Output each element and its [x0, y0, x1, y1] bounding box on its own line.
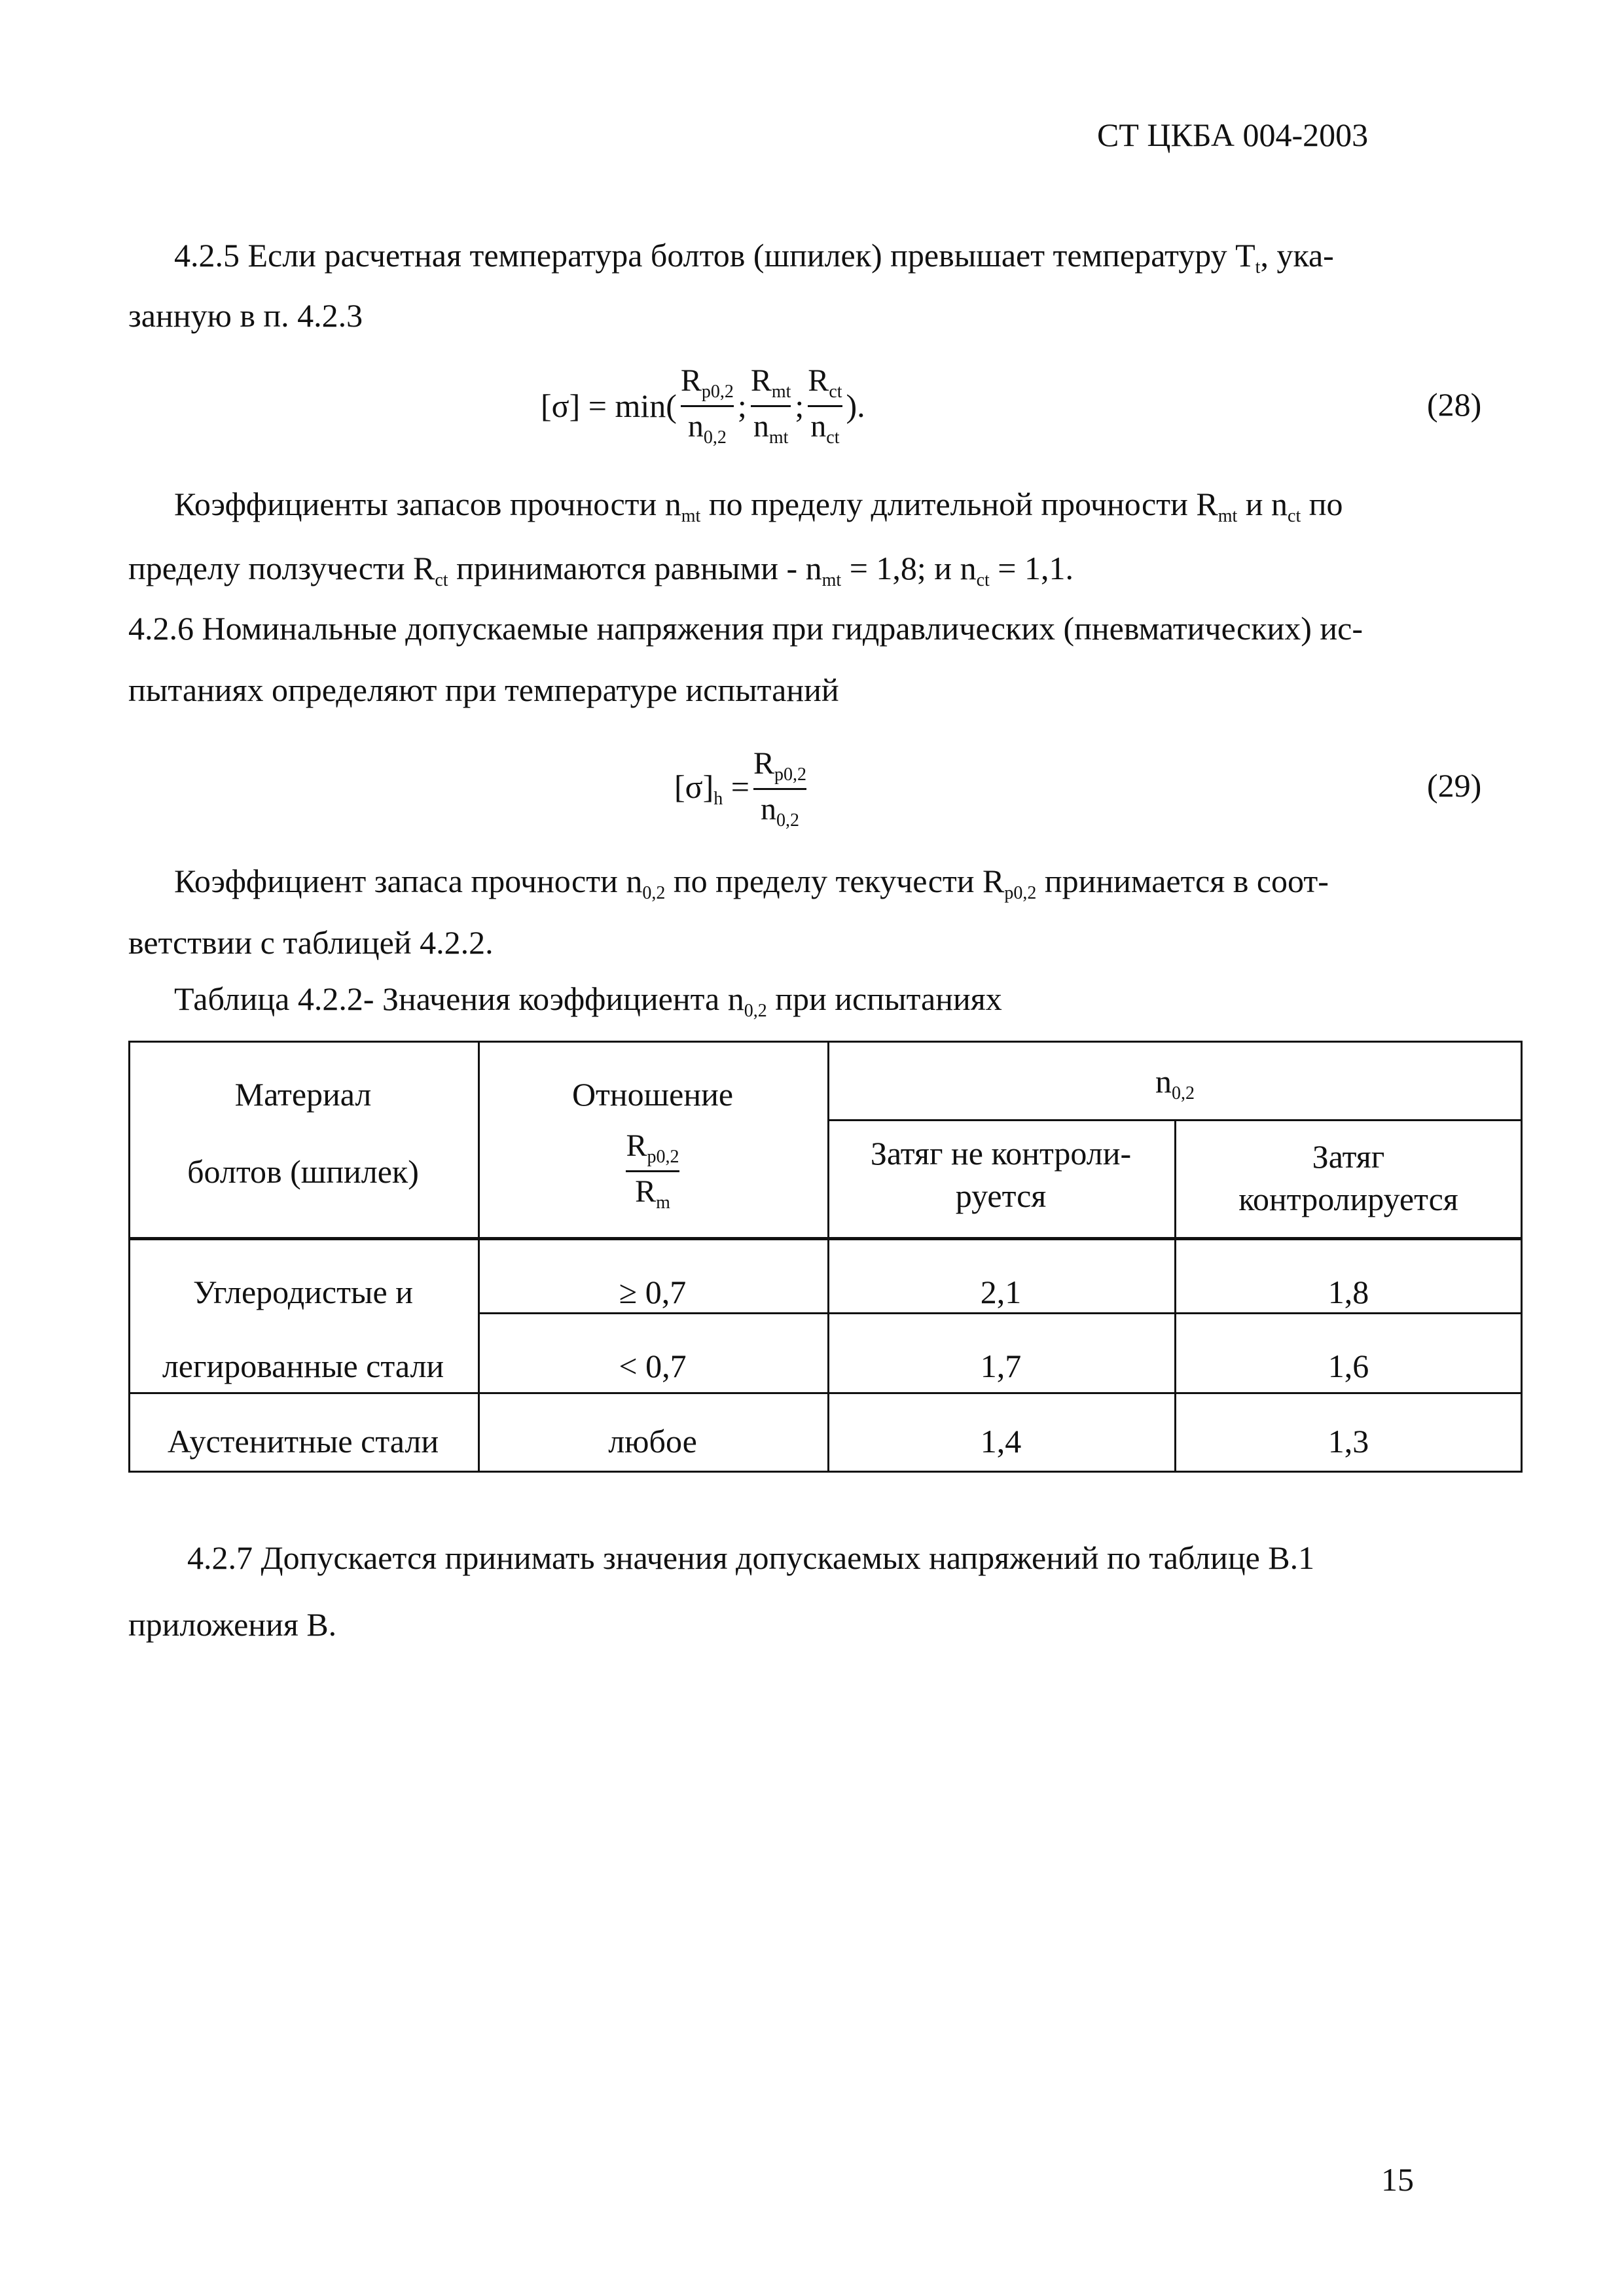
header-material-line2: болтов (шпилек): [187, 1153, 419, 1190]
table-cell-controlled: 1,8: [1327, 1274, 1369, 1310]
page-number: 15: [1381, 2161, 1414, 2198]
table-cell-material: легированные стали: [162, 1348, 444, 1384]
table-cell-ratio: любое: [608, 1423, 697, 1460]
formula-28: [541, 357, 865, 455]
table-cell-uncontrolled: 1,4: [980, 1423, 1022, 1460]
table-cell-controlled: 1,3: [1327, 1423, 1369, 1460]
formula-lhs: [σ] = min(: [541, 387, 677, 424]
formula-lhs: $[\sigma]_h$ =: [674, 768, 749, 809]
table-caption: Таблица 4.2.2- Значения коэффициента $n_{0,2}$ при испытаниях: [174, 980, 1002, 1021]
fraction-rct-nct: $\frac{R_{ct}}{n_{ct}}$: [808, 363, 842, 448]
header-ratio-title: Отношение: [571, 1076, 734, 1113]
header-material-line1: Материал: [234, 1076, 372, 1113]
paragraph-n02-line1: Коэффициент запаса прочности $n_{0,2}$ по пределу текучести $R_{p0,2}$ принимается в соот-: [174, 863, 1329, 903]
fraction-rp02-n02: $\frac{R_{p0,2}}{n_{0,2}}$: [680, 363, 734, 448]
header-uncontrolled: Затяг не контроли- руется: [870, 1135, 1132, 1214]
formula-number-28: (28): [1427, 386, 1482, 423]
document-id: СТ ЦКБА 004-2003: [1097, 117, 1369, 153]
paragraph-4-2-5-line1: [174, 236, 1334, 279]
table-cell-material: Аустенитные стали: [167, 1423, 439, 1460]
para-text: , ука-: [1260, 237, 1334, 274]
header-controlled: Затяг контролируется: [1238, 1138, 1458, 1217]
table-cell-material: Углеродистые и: [193, 1274, 413, 1310]
formula-29: [674, 736, 810, 841]
fraction-rmt-nmt: $\frac{R_{mt}}{n_{mt}}$: [750, 363, 791, 448]
paragraph-n02-line2: ветствии с таблицей 4.2.2.: [128, 924, 494, 961]
formula-number-29: (29): [1427, 767, 1482, 804]
table-cell-ratio: ≥ 0,7: [619, 1274, 687, 1310]
table-cell-ratio: < 0,7: [619, 1348, 687, 1384]
para-text: 4.2.5 Если расчетная температура болтов (шпилек) превышает температуру T: [174, 237, 1255, 274]
paragraph-4-2-6-line1: 4.2.6 Номинальные допускаемые напряжения при гидравлических (пневматических) ис-: [128, 610, 1363, 647]
subscript: t: [1255, 257, 1261, 278]
paragraph-4-2-5-line2: занную в п. 4.2.3: [128, 297, 363, 334]
table-cell-uncontrolled: 1,7: [980, 1348, 1022, 1384]
header-ratio-fraction: $\frac{R_{p0,2}}{R_m}$: [626, 1128, 679, 1213]
formula-close: ).: [846, 387, 865, 424]
paragraph-coefficients-line2: пределу ползучести $R_{ct}$ принимаются равными - $n_{mt} = 1,8$; и $n_{ct} = 1,1$.: [128, 550, 1074, 590]
paragraph-coefficients-line1: Коэффициенты запасов прочности $n_{mt}$ по пределу длительной прочности $R_{mt}$ и $n_{ct}$ по: [174, 486, 1343, 526]
table-cell-uncontrolled: 2,1: [980, 1274, 1022, 1310]
table-cell-controlled: 1,6: [1327, 1348, 1369, 1384]
table-4-2-2: [128, 1041, 1523, 1473]
separator: ;: [795, 387, 804, 424]
separator: ;: [737, 387, 747, 424]
paragraph-4-2-7-line2: приложения В.: [128, 1606, 337, 1643]
header-n02: $n_{0,2}$: [1155, 1063, 1195, 1103]
paragraph-4-2-7-line1: 4.2.7 Допускается принимать значения допускаемых напряжений по таблице В.1: [187, 1539, 1315, 1576]
fraction-rp02-n02: $\frac{R_{p0,2}}{n_{0,2}}$: [753, 745, 806, 831]
paragraph-4-2-6-line2: пытаниях определяют при температуре испытаний: [128, 672, 839, 708]
